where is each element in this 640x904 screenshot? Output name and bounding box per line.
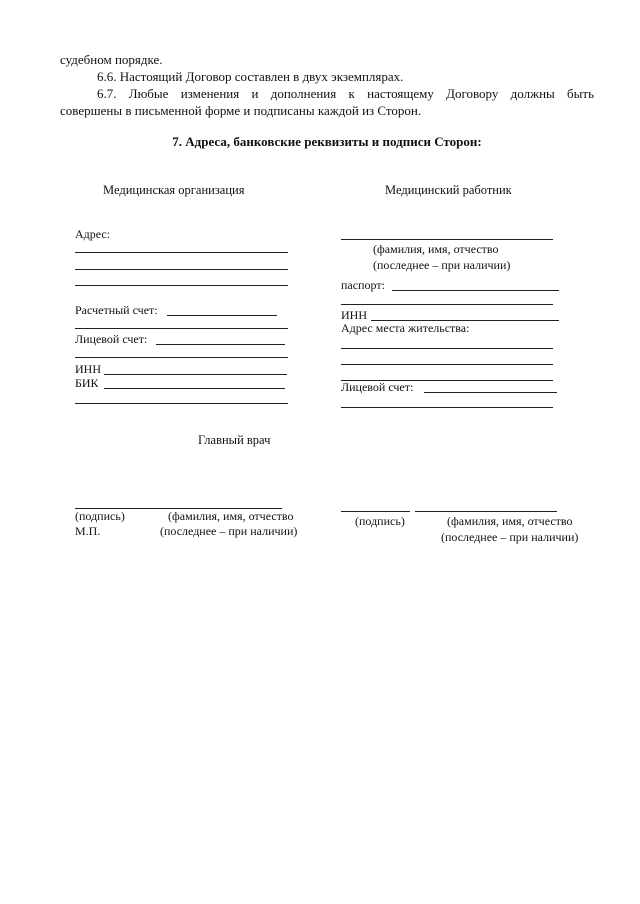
right-signature-name-caption-line-1: (фамилия, имя, отчество: [447, 514, 573, 528]
bik-blank: [104, 388, 285, 389]
right-party-title: Медицинский работник: [385, 183, 512, 197]
settlement-account-line: [75, 328, 288, 329]
clause-6-7-line-2: совершены в письменной форме и подписаны каждой из Сторон.: [60, 103, 422, 118]
right-name-caption-line-1: (фамилия, имя, отчество: [373, 242, 499, 256]
right-signature-name-caption-line-2: (последнее – при наличии): [441, 530, 579, 544]
right-signature-line: [341, 511, 410, 512]
right-signature-name-line: [415, 511, 557, 512]
left-address-line-2: [75, 269, 288, 270]
passport-blank: [392, 290, 559, 291]
right-personal-account-line: [341, 407, 553, 408]
left-address-line-3: [75, 285, 288, 286]
left-inn-label: ИНН: [75, 362, 101, 376]
settlement-account-label: Расчетный счет:: [75, 303, 158, 317]
left-personal-account-blank: [156, 344, 285, 345]
passport-label: паспорт:: [341, 278, 385, 292]
right-inn-label: ИНН: [341, 308, 367, 322]
right-personal-account-blank: [424, 392, 557, 393]
left-personal-account-line: [75, 357, 288, 358]
settlement-account-blank: [167, 315, 277, 316]
clause-6-7-line-1: 6.7. Любые изменения и дополнения к настоящему Договору должны быть: [97, 86, 594, 101]
left-inn-blank: [104, 374, 287, 375]
right-personal-account-label: Лицевой счет:: [341, 380, 414, 394]
right-name-caption-line-2: (последнее – при наличии): [373, 258, 511, 272]
bik-label: БИК: [75, 376, 99, 390]
left-address-label: Адрес:: [75, 227, 111, 241]
left-signature-caption: (подпись): [75, 509, 125, 523]
left-name-caption-line-1: (фамилия, имя, отчество: [168, 509, 294, 523]
signatory-title: Главный врач: [198, 433, 271, 447]
passport-line: [341, 304, 553, 305]
clause-6-5-ending: судебном порядке.: [60, 52, 163, 67]
right-signature-caption: (подпись): [355, 514, 405, 528]
residence-address-line-1: [341, 348, 553, 349]
left-personal-account-label: Лицевой счет:: [75, 332, 148, 346]
seal-caption: М.П.: [75, 524, 101, 538]
left-extra-line: [75, 403, 288, 404]
left-name-caption-line-2: (последнее – при наличии): [160, 524, 298, 538]
clause-6-6: 6.6. Настоящий Договор составлен в двух экземплярах.: [97, 69, 404, 84]
right-name-line: [341, 239, 553, 240]
left-address-line-1: [75, 252, 288, 253]
section-heading: 7. Адреса, банковские реквизиты и подписи Сторон:: [172, 134, 482, 149]
residence-address-label: Адрес места жительства:: [341, 321, 470, 335]
left-party-title: Медицинская организация: [103, 183, 245, 197]
residence-address-line-2: [341, 364, 553, 365]
